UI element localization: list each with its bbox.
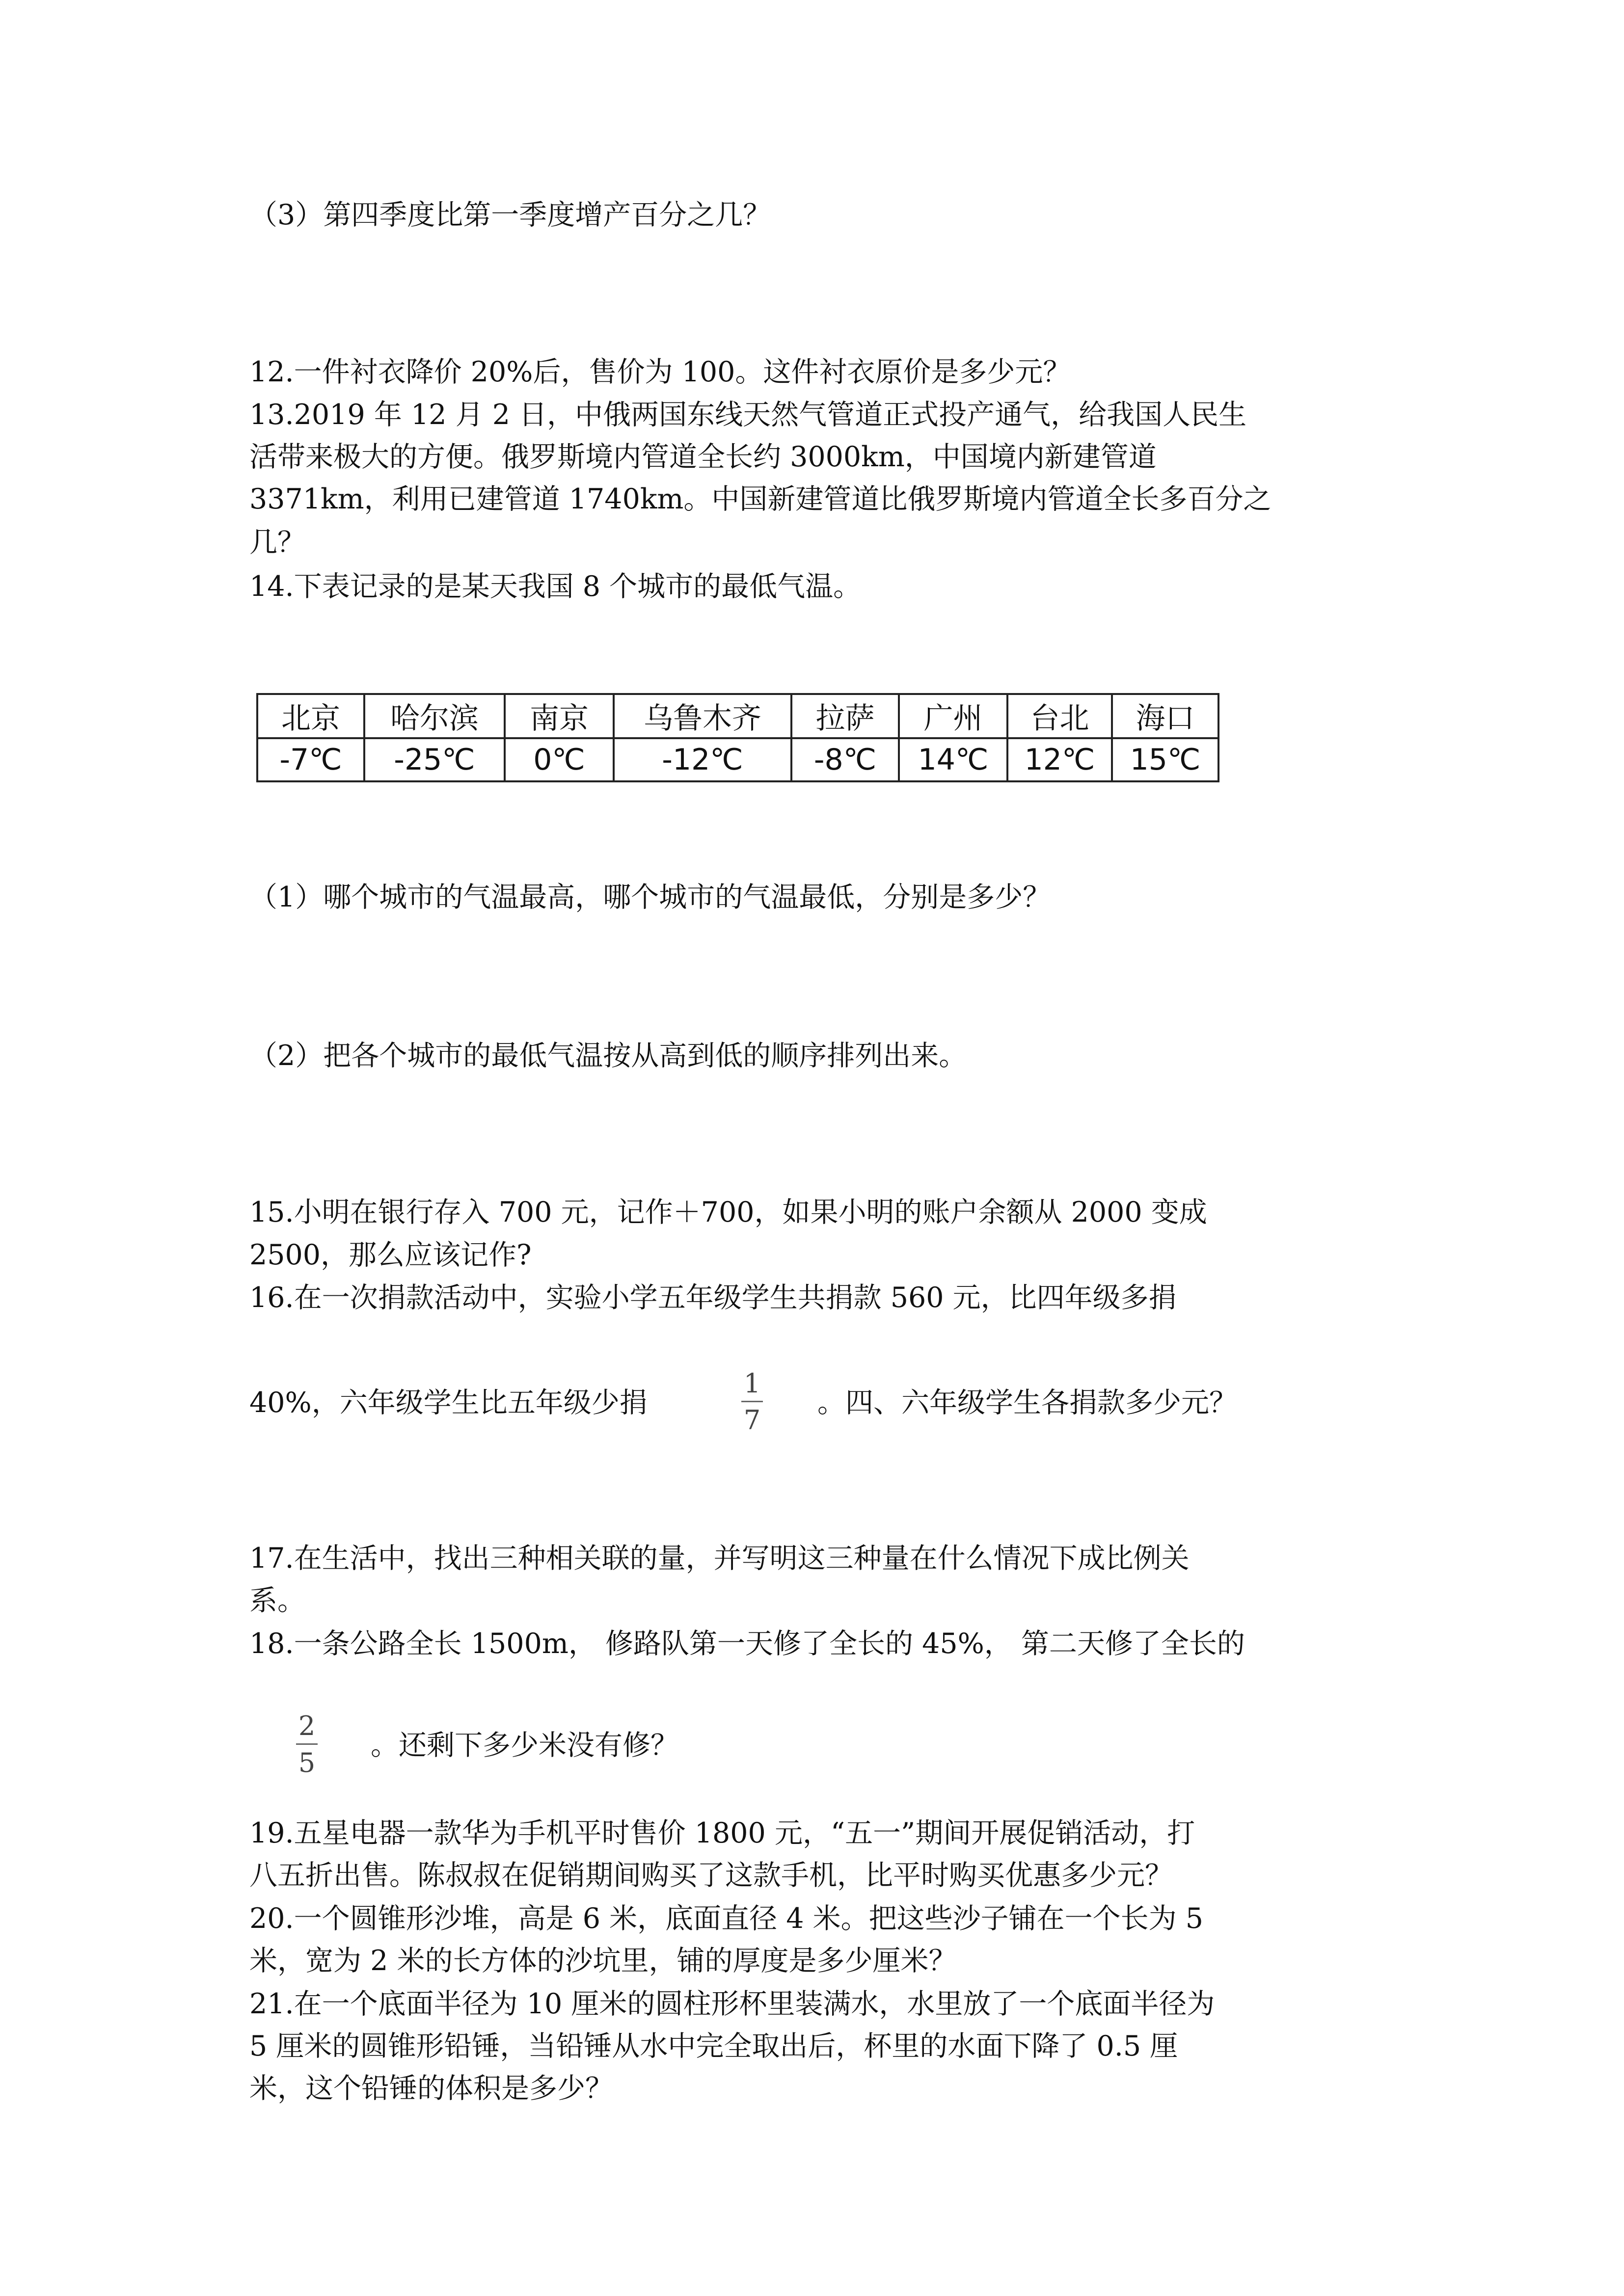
temperature-cell: -8℃ <box>791 738 899 781</box>
temperature-cell: -7℃ <box>257 738 364 781</box>
fraction-numerator: 2 <box>298 1710 316 1741</box>
city-cell: 海口 <box>1112 694 1218 738</box>
question-14-part-1: （1）哪个城市的气温最高，哪个城市的气温最低，分别是多少？ <box>249 881 1051 913</box>
city-cell: 乌鲁木齐 <box>614 694 791 738</box>
question-13-line-1: 13.2019 年 12 月 2 日，中俄两国东线天然气管道正式投产通气，给我国人民生 <box>249 399 1247 431</box>
question-16-line-1: 16.在一次捐款活动中，实验小学五年级学生共捐款 560 元，比四年级多捐 <box>249 1281 1177 1314</box>
question-11-part-3: （3）第四季度比第一季度增产百分之几？ <box>249 199 771 231</box>
question-20-line-2: 米，宽为 2 米的长方体的沙坑里，铺的厚度是多少厘米？ <box>249 1945 957 1977</box>
question-18-text-after-fraction: 。还剩下多少米没有修？ <box>371 1729 678 1762</box>
question-13-line-4: 几？ <box>249 526 305 559</box>
fraction-denominator: 7 <box>743 1405 761 1436</box>
city-cell: 拉萨 <box>791 694 899 738</box>
city-cell: 台北 <box>1007 694 1112 738</box>
city-cell: 北京 <box>257 694 364 738</box>
fraction-denominator: 5 <box>298 1747 316 1778</box>
city-temperature-table <box>256 693 1219 782</box>
question-14-intro: 14.下表记录的是某天我国 8 个城市的最低气温。 <box>249 570 862 603</box>
temperature-cell: 12℃ <box>1007 738 1112 781</box>
temperature-cell: 14℃ <box>899 738 1007 781</box>
fraction-bar <box>741 1401 763 1402</box>
question-16-text-after-fraction: 。四、六年级学生各捐款多少元？ <box>817 1387 1237 1419</box>
question-18-line-1: 18.一条公路全长 1500m， 修路队第一天修了全长的 45%， 第二天修了全长的 <box>249 1628 1245 1660</box>
city-cell: 广州 <box>899 694 1007 738</box>
fraction-bar <box>296 1743 318 1745</box>
question-21-line-1: 21.在一个底面半径为 10 厘米的圆柱形杯里装满水，水里放了一个底面半径为 <box>249 1988 1215 2020</box>
table-temperature-row <box>257 738 1218 781</box>
fraction-numerator: 1 <box>743 1368 761 1399</box>
question-21-line-2: 5 厘米的圆锥形铅锤，当铅锤从水中完全取出后，杯里的水面下降了 0.5 厘 <box>249 2030 1178 2062</box>
question-15-line-2: 2500，那么应该记作? <box>249 1239 532 1271</box>
city-cell: 南京 <box>505 694 614 738</box>
fraction-two-fifths <box>296 1712 318 1777</box>
question-17-line-1: 17.在生活中，找出三种相关联的量，并写明这三种量在什么情况下成比例关 <box>249 1542 1190 1575</box>
temperature-cell: 0℃ <box>505 738 614 781</box>
table-header-row <box>257 694 1218 738</box>
question-21-line-3: 米，这个铅锤的体积是多少？ <box>249 2072 613 2105</box>
question-19-line-2: 八五折出售。陈叔叔在促销期间购买了这款手机，比平时购买优惠多少元？ <box>249 1859 1173 1892</box>
question-16-text-before-fraction: 40%，六年级学生比五年级少捐 <box>249 1387 648 1419</box>
question-13-line-3: 3371km，利用已建管道 1740km。中国新建管道比俄罗斯境内管道全长多百分之 <box>249 483 1272 515</box>
temperature-cell: -25℃ <box>364 738 505 781</box>
temperature-cell: 15℃ <box>1112 738 1218 781</box>
question-13-line-2: 活带来极大的方便。俄罗斯境内管道全长约 3000km，中国境内新建管道 <box>249 441 1157 473</box>
question-15-line-1: 15.小明在银行存入 700 元，记作＋700，如果小明的账户余额从 2000 变成 <box>249 1196 1207 1228</box>
question-20-line-1: 20.一个圆锥形沙堆，高是 6 米，底面直径 4 米。把这些沙子铺在一个长为 5 <box>249 1902 1204 1935</box>
question-17-line-2: 系。 <box>249 1584 305 1617</box>
fraction-one-seventh <box>741 1369 763 1435</box>
question-12: 12.一件衬衣降价 20%后，售价为 100。这件衬衣原价是多少元？ <box>249 356 1071 388</box>
temperature-cell: -12℃ <box>614 738 791 781</box>
city-cell: 哈尔滨 <box>364 694 505 738</box>
question-14-part-2: （2）把各个城市的最低气温按从高到低的顺序排列出来。 <box>249 1040 967 1072</box>
question-19-line-1: 19.五星电器一款华为手机平时售价 1800 元，“五一”期间开展促销活动，打 <box>249 1817 1195 1849</box>
